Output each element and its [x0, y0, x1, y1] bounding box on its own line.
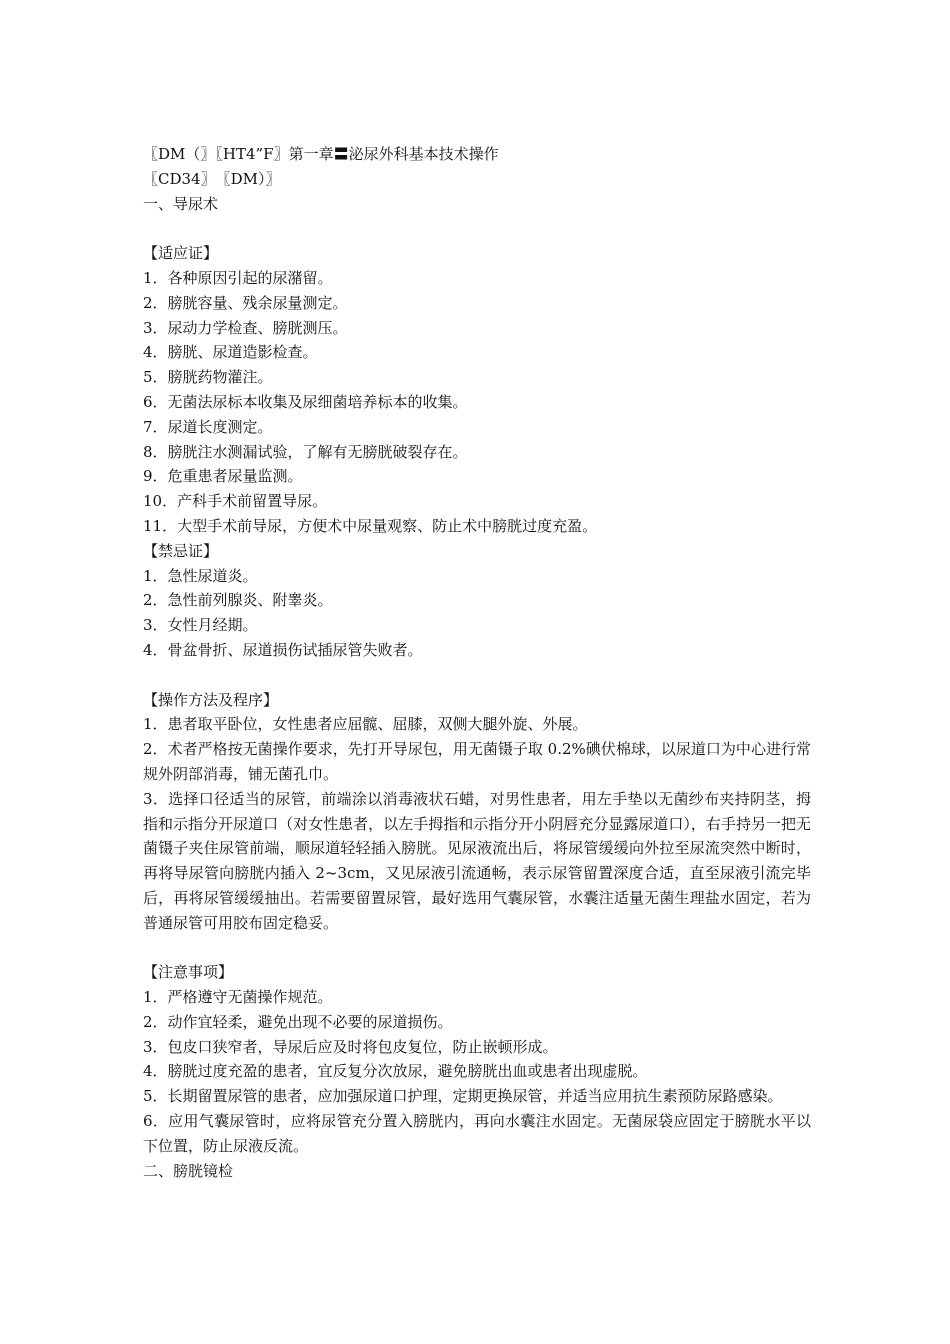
indication-item: 1．各种原因引起的尿潴留。	[143, 268, 333, 287]
procedure-item: 2．术者严格按无菌操作要求，先打开导尿包，用无菌镊子取 0.2%碘伏棉球，以尿道口为中心进行常规外阴部消毒，铺无菌孔巾。	[143, 740, 811, 783]
indication-item: 7．尿道长度测定。	[143, 417, 273, 436]
note-item: 6．应用气囊尿管时，应将尿管充分置入膀胱内，再向水囊注水固定。无菌尿袋应固定于膀胱水平以下位置，防止尿液反流。	[143, 1112, 811, 1155]
indication-item: 11．大型手术前导尿，方便术中尿量观察、防止术中膀胱过度充盈。	[143, 516, 598, 535]
indication-item: 3．尿动力学检查、膀胱测压。	[143, 318, 348, 337]
notes-heading: 【注意事项】	[143, 963, 234, 982]
blank-line	[143, 216, 811, 241]
section-title-cystoscopy: 二、膀胱镜检	[143, 1161, 234, 1180]
contraindication-item: 4．骨盆骨折、尿道损伤试插尿管失败者。	[143, 640, 423, 659]
format-code-line: 〖CD34〗 〖DM）〗	[143, 169, 281, 188]
procedure-heading: 【操作方法及程序】	[143, 690, 279, 709]
procedure-item: 3．选择口径适当的尿管，前端涂以消毒液状石蜡，对男性患者，用左手垫以无菌纱布夹持阴茎，拇指和示指分开尿道口（对女性患者，以左手拇指和示指分开小阴唇充分显露尿道口），右手持另一把无菌镊子夹住尿管前端，顺尿道轻轻插入膀胱。见尿液流出后，将尿管缓缓向外拉至尿流突然中断时，再将导尿管向膀胱内插入 2~3cm，又见尿液引流通畅，表示尿管留置深度合适，直至尿液引流完毕后，再将尿管缓缓抽出。若需要留置尿管，最好选用气囊尿管，水囊注适量无菌生理盐水固定，若为普通尿管可用胶布固定稳妥。	[143, 789, 811, 932]
document-body	[143, 142, 811, 1183]
indication-item: 9．危重患者尿量监测。	[143, 467, 303, 486]
indication-item: 5．膀胱药物灌注。	[143, 368, 273, 387]
indication-item: 8．膀胱注水测漏试验，了解有无膀胱破裂存在。	[143, 442, 468, 461]
note-item: 1．严格遵守无菌操作规范。	[143, 988, 333, 1007]
contraindication-item: 3．女性月经期。	[143, 616, 258, 635]
procedure-item: 1．患者取平卧位，女性患者应屈髋、屈膝，双侧大腿外旋、外展。	[143, 715, 588, 734]
indication-item: 6．无菌法尿标本收集及尿细菌培养标本的收集。	[143, 392, 468, 411]
indication-item: 4．膀胱、尿道造影检查。	[143, 343, 318, 362]
contraindication-item: 1．急性尿道炎。	[143, 566, 258, 585]
chapter-header-line: 〖DM（〗〖HT4”F〗第一章〓泌尿外科基本技术操作	[143, 145, 499, 163]
note-item: 5．长期留置尿管的患者，应加强尿道口护理，定期更换尿管，并适当应用抗生素预防尿路感染。	[143, 1087, 783, 1106]
note-item: 4．膀胱过度充盈的患者，宜反复分次放尿，避免膀胱出血或患者出现虚脱。	[143, 1062, 648, 1081]
blank-line	[143, 663, 811, 688]
blank-line	[143, 936, 811, 961]
indications-heading: 【适应证】	[143, 244, 219, 263]
contraindication-item: 2．急性前列腺炎、附睾炎。	[143, 591, 333, 610]
note-item: 2．动作宜轻柔，避免出现不必要的尿道损伤。	[143, 1012, 453, 1031]
contraindications-heading: 【禁忌证】	[143, 541, 219, 560]
indication-item: 10．产科手术前留置导尿。	[143, 492, 328, 511]
note-item: 3．包皮口狭窄者，导尿后应及时将包皮复位，防止嵌顿形成。	[143, 1037, 558, 1056]
section-title-catheterization: 一、导尿术	[143, 194, 219, 213]
indication-item: 2．膀胱容量、残余尿量测定。	[143, 293, 348, 312]
